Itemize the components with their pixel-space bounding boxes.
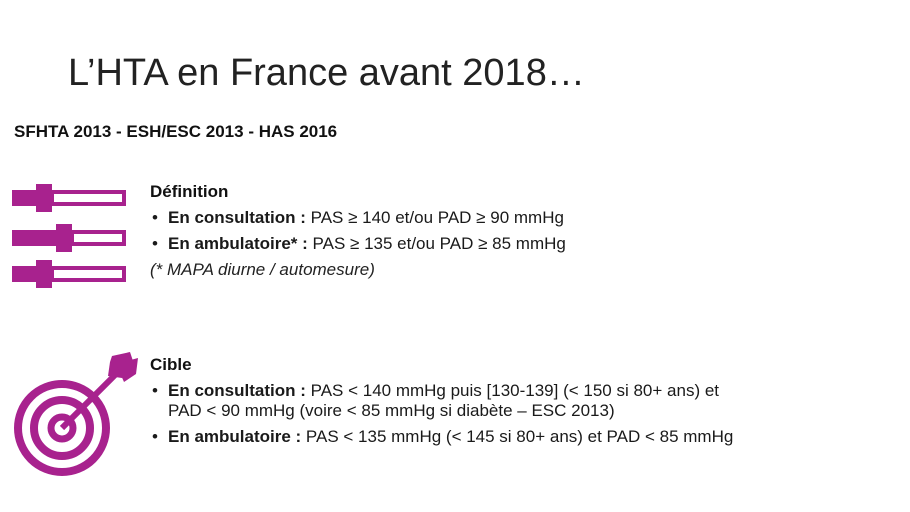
cible-heading: Cible — [150, 355, 192, 374]
list-item — [150, 234, 566, 254]
definition-section — [150, 182, 566, 280]
target-arrow-icon — [12, 350, 140, 478]
definition-heading: Définition — [150, 182, 229, 201]
item-label: En consultation : — [168, 208, 306, 227]
bullet-dot: • — [152, 381, 158, 400]
slide-subtitle: SFHTA 2013 - ESH/ESC 2013 - HAS 2016 — [14, 122, 338, 141]
list-item — [150, 208, 566, 228]
item-label: En ambulatoire* : — [168, 234, 308, 253]
bullet-dot: • — [152, 208, 158, 227]
sliders-icon — [10, 180, 130, 290]
item-label: En consultation : — [168, 381, 306, 400]
item-label: En ambulatoire : — [168, 427, 302, 446]
bullet-dot: • — [152, 427, 158, 446]
item-text: PAS < 140 mmHg puis [130-139] (< 150 si 80+ ans) et — [305, 381, 720, 400]
list-item — [150, 427, 733, 447]
item-text: PAS ≥ 135 et/ou PAD ≥ 85 mmHg — [307, 234, 566, 253]
item-text: PAS < 135 mmHg (< 145 si 80+ ans) et PAD < 85 mmHg — [301, 427, 734, 446]
list-item — [150, 381, 733, 421]
slide-title: L’HTA en France avant 2018… — [68, 52, 585, 94]
definition-note: (* MAPA diurne / automesure) — [150, 260, 375, 279]
bullet-dot: • — [152, 234, 158, 253]
cible-section — [150, 355, 733, 453]
item-text: PAS ≥ 140 et/ou PAD ≥ 90 mmHg — [305, 208, 564, 227]
item-text-continued: PAD < 90 mmHg (voire < 85 mmHg si diabète – ESC 2013) — [168, 401, 615, 420]
